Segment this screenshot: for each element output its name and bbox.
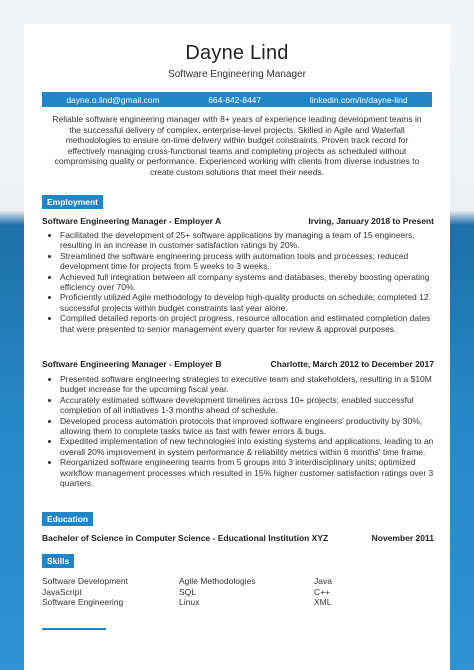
employment-heading: Employment (42, 195, 103, 209)
footer-divider (42, 628, 106, 630)
email-link[interactable]: dayne.o.lind@gmail.com (66, 94, 160, 105)
list-item: • Proficiently utilized Agile methodology to develop high-quality products on schedule; completed 12 successful projects within budget constraints last year alone. (60, 292, 444, 313)
skill-item: XML (314, 597, 332, 607)
skill-item: Linux (179, 597, 200, 607)
degree: Bachelor of Science in Computer Science - Educational Institution XYZ (42, 533, 329, 543)
skills-heading: Skills (42, 554, 74, 568)
education-heading: Education (42, 512, 93, 526)
summary-paragraph: Reliable software engineering manager with 8+ years of experience leading development teams in the successful delivery of complex, enterprise-level projects. Skilled in Agile and Waterfall methodologies to ensure on-time delivery within budget constraints. Proven track record for effectively managing cross-functional teams and completing projects as scheduled without compromising quality or performance. Experienced working with clients from diverse industries to create custom solutions that meet their needs. (52, 114, 422, 177)
job-title-a: Software Engineering Manager - Employer A (42, 216, 222, 226)
list-item: • Expedited implementation of new technologies into existing systems and applications, leading to an overall 20% improvement in system performance & reliability metrics within 6 months' time frame. (60, 436, 444, 457)
list-item: • Facilitated the development of 25+ software applications by managing a team of 15 engineers, resulting in an increase in customer satisfaction ratings by 20%. (60, 230, 444, 251)
graduation-date: November 2011 (371, 533, 434, 543)
list-item: • Accurately estimated software development timelines across 10+ projects; enabled successful completion of all initiatives 1-3 months ahead of schedule. (60, 395, 444, 416)
job-location-dates-b: Charlotte, March 2012 to December 2017 (270, 359, 434, 369)
phone-number[interactable]: 664-842-8447 (208, 94, 262, 105)
skill-item: Software Engineering (42, 597, 124, 607)
list-item: • Streamlined the software engineering process with automation tools and processes; reduced development time for projects from 5 weeks to 3 weeks. (60, 251, 444, 272)
skills-grid (42, 576, 362, 608)
job-bullets-b (46, 374, 444, 488)
linkedin-link[interactable]: linkedin.com/in/dayne-lind (309, 94, 408, 105)
skill-item: Agile Methodologies (179, 576, 256, 586)
resume-paper (24, 24, 450, 670)
skill-item: Software Development (42, 576, 128, 586)
job-location-dates-a: Irving, January 2018 to Present (308, 216, 434, 226)
contact-bar (42, 92, 432, 107)
list-item: • Compiled detailed reports on project progress, resource allocation and estimated completion dates that were presented to senior management every quarter for review & approval purposes. (60, 313, 444, 334)
list-item: • Developed process automation protocols that improved software engineers' productivity by 30%, allowing them to complete tasks twice as fast with fewer errors & bugs. (60, 416, 444, 437)
list-item: • Presented software engineering strategies to executive team and stakeholders, resulting in a $10M budget increase for the upcoming fiscal year. (60, 374, 444, 395)
candidate-name: Dayne Lind (185, 42, 289, 64)
job-title-b: Software Engineering Manager - Employer B (42, 359, 222, 369)
job-header-b (42, 359, 434, 369)
education-entry (42, 533, 434, 543)
skill-item: SQL (179, 586, 197, 597)
list-item: • Achieved full integration between all company systems and databases, thereby boosting operating efficiency over 70%. (60, 272, 444, 293)
skill-item: C++ (314, 586, 331, 597)
job-header-a (42, 216, 434, 226)
candidate-title: Software Engineering Manager (168, 69, 306, 80)
skill-item: JavaScript (42, 586, 82, 597)
job-bullets-a (46, 230, 444, 334)
skill-item: Java (314, 576, 332, 586)
list-item: • Reorganized software engineering teams from 5 groups into 3 interdisciplinary units; optimized workflow management processes which resulted in 15% higher customer satisfaction ratings over 3 quarters. (60, 457, 444, 488)
